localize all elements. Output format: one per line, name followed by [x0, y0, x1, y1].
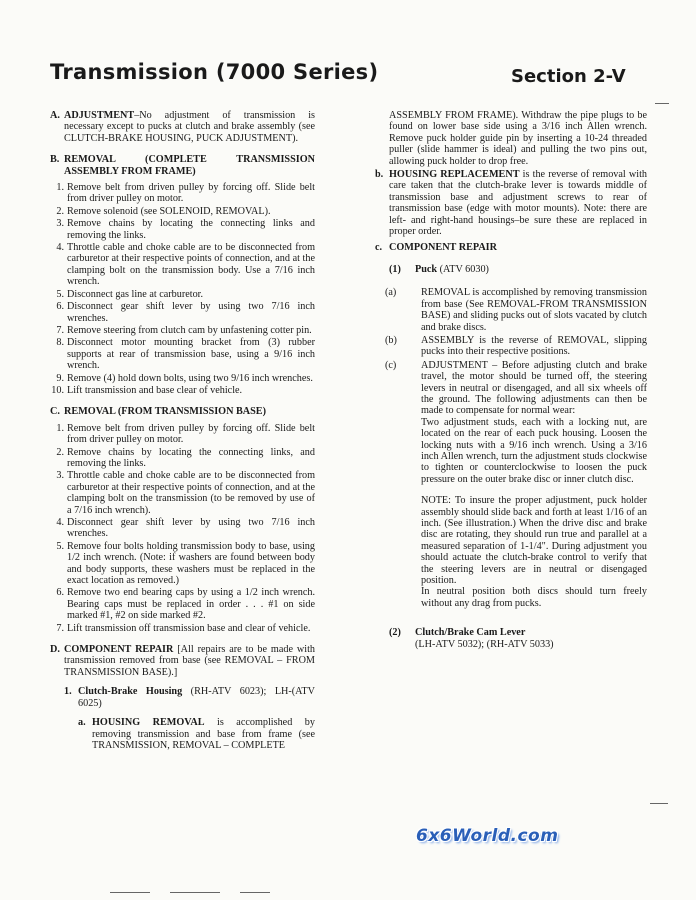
list-item-number: 1.: [56, 182, 64, 194]
cam-lever-part: (LH-ATV 5032); (RH-ATV 5033): [415, 638, 554, 650]
list-item-text: Disconnect gear shift lever by using two 7/16 inch wrenches.: [67, 301, 315, 324]
section-b: [50, 154, 315, 177]
subsection-a: [78, 717, 315, 751]
puck-adjustment-note: NOTE: To insure the proper adjustment, puck holder assembly should slide back and forth at least 1/16 of an inch. (See illustration.) When the drive disc and brake disc are rotating, they should run true and parallel at a measured separation of 1-1/4". During adjustment you should actuate the clutch-brake control to verify that the steering levers are in neutral or disengaged position.: [421, 495, 647, 587]
list-item: [50, 373, 315, 384]
puck-removal: [375, 287, 647, 333]
list-item-number: 3.: [56, 218, 64, 230]
watermark-logo: 6x6World.com: [416, 826, 559, 846]
puck-assembly-label: (b): [385, 334, 397, 346]
list-item: [50, 587, 315, 621]
list-item-text: Remove (4) hold down bolts, using two 9/16 inch wrenches.: [67, 372, 313, 384]
section-d-text: [All repairs are to be made with transmission removed from base (see REMOVAL – FROM TRANSMISSION BASE).]: [64, 644, 315, 678]
puck-part: (ATV 6030): [439, 263, 489, 275]
list-item-text: Remove belt from driven pulley by forcing off. Slide belt from driver pulley on motor.: [67, 182, 315, 205]
list-item-number: 3.: [56, 470, 64, 482]
subsection-a-heading: HOUSING REMOVAL: [92, 717, 205, 729]
section-a: [50, 110, 315, 144]
list-item-text: Lift transmission off transmission base and clear of vehicle.: [67, 622, 311, 634]
section-d-heading: COMPONENT REPAIR: [64, 644, 174, 656]
section-a-label: A.: [50, 110, 60, 121]
section-d: [50, 644, 315, 678]
subsection-1-label: 1.: [64, 686, 72, 698]
list-item-number: 4.: [56, 517, 64, 528]
list-item-text: Disconnect gas line at carburetor.: [67, 288, 204, 300]
removal-complete-steps: [50, 182, 315, 396]
list-item: [50, 242, 315, 288]
section-c-heading: REMOVAL (FROM TRANSMISSION BASE): [64, 406, 266, 418]
list-item-number: 4.: [56, 242, 64, 254]
list-item-number: 2.: [56, 205, 64, 217]
subsection-1-text: (RH-ATV 6023); LH-(ATV 6025): [78, 686, 315, 709]
section-label: Section 2-V: [511, 66, 626, 87]
section-d-label: D.: [50, 644, 60, 656]
list-item: [50, 337, 315, 371]
right-column: [375, 110, 647, 654]
subsection-1: [64, 686, 315, 709]
page-title: Transmission (7000 Series): [50, 60, 379, 84]
list-item-text: Disconnect motor mounting bracket from (3) rubber supports at rear of transmission base, using a 9/16 inch wrench.: [67, 337, 315, 372]
list-item: [50, 301, 315, 324]
subsection-b-text: is the reverse of removal with care taken that the clutch-brake lever is towards middle of transmission base and adjustment screws to rear of transmission base (edge with motor mounts). Note: there are left- and right-hand housings–be sure these are replaced in proper order.: [389, 169, 648, 238]
puck-adjustment-label: (c): [385, 359, 397, 371]
list-item-text: Lift transmission and base clear of vehicle.: [67, 384, 243, 396]
list-item-text: Throttle cable and choke cable are to be disconnected from carburetor at their respective points of connection, and at the clamping bolt on the transmission body. Use a 7/16 inch wrench.: [67, 242, 315, 288]
section-c-label: C.: [50, 406, 60, 418]
list-item-text: Remove solenoid (see SOLENOID, REMOVAL).: [67, 205, 271, 217]
list-item: [50, 517, 315, 540]
removal-base-steps: [50, 423, 315, 634]
scan-mark: [170, 892, 220, 893]
subsection-b: [375, 169, 647, 237]
list-item-text: Remove four bolts holding transmission body to base, using 1/2 inch wrench. (Note: if washers are found between body and body supports, these washers must be replaced in the exact location as removed.): [67, 540, 315, 587]
list-item-text: Remove two end bearing caps by using a 1/2 inch wrench. Bearing caps must be replaced in order . . . #1 on side marked #1, #2 on side marked #2.: [67, 587, 315, 622]
list-item-number: 1.: [56, 422, 64, 434]
cam-lever-label: (2): [389, 627, 401, 639]
subsection-c-heading: COMPONENT REPAIR: [389, 242, 498, 254]
section-a-text: –No adjustment of transmission is necessary except to pucks at clutch and brake assembly (see CLUTCH-BRAKE HOUSING, PUCK ADJUSTMENT).: [64, 110, 315, 144]
scan-mark: [240, 892, 270, 893]
list-item-text: Remove steering from clutch cam by unfastening cotter pin.: [67, 324, 312, 336]
list-item: [50, 218, 315, 241]
puck-neutral-text: In neutral position both discs should turn freely without any drag from pucks.: [421, 586, 647, 609]
list-item-text: Remove chains by locating the connecting links and removing the links.: [67, 218, 315, 241]
subsection-a-text: is accomplished by removing transmission and base from frame (see TRANSMISSION, REMOVAL – COMPLETE: [92, 717, 315, 751]
list-item-number: 10.: [51, 384, 64, 396]
subsection-a-label: a.: [78, 717, 86, 729]
cam-lever-row: [389, 627, 647, 650]
puck-heading: Puck: [415, 263, 438, 275]
list-item-text: Throttle cable and choke cable are to be disconnected from carburetor at their respective points of connection, and at the clamping bolt on the transmission (to be removed by use of a 7/16 inch wrench).: [67, 470, 315, 516]
list-item-number: 2.: [56, 446, 64, 458]
list-item: [50, 325, 315, 336]
puck-adjustment: [375, 360, 647, 610]
list-item: [50, 470, 315, 516]
list-item-number: 9.: [56, 372, 64, 384]
list-item: [50, 385, 315, 396]
list-item: [50, 206, 315, 217]
puck-assembly: [375, 335, 647, 358]
list-item: [50, 623, 315, 634]
section-b-heading: REMOVAL (COMPLETE TRANSMISSION ASSEMBLY FROM FRAME): [64, 154, 315, 177]
list-item-text: Remove belt from driven pulley by forcing off. Slide belt from driver pulley on motor.: [67, 422, 315, 446]
section-a-heading: ADJUSTMENT: [64, 110, 135, 121]
subsection-c-label: c.: [375, 242, 383, 254]
scan-mark: [110, 892, 150, 893]
list-item-text: Remove chains by locating the connecting links, and removing the links.: [67, 446, 315, 469]
list-item: [50, 447, 315, 470]
puck-adjustment-text: ADJUSTMENT – Before adjusting clutch and brake travel, the motor should be turned off, the steering levers in neutral or disengaged, and all six wheels off the ground. The following adjustments can then be made to compensate for normal wear:: [421, 359, 647, 417]
list-item-text: Disconnect gear shift lever by using two 7/16 inch wrenches.: [67, 517, 315, 540]
list-item-number: 7.: [56, 622, 64, 634]
list-item-number: 7.: [56, 324, 64, 336]
puck-removal-text: REMOVAL is accomplished by removing transmission from base (See REMOVAL-FROM TRANSMISSION BASE) and sliding pucks out of slots vacated by clutch and brake discs.: [421, 287, 647, 333]
puck-assembly-text: ASSEMBLY is the reverse of REMOVAL, slipping pucks into their respective positions.: [421, 334, 647, 358]
subsection-b-heading: HOUSING REPLACEMENT: [389, 169, 520, 181]
list-item-number: 5.: [56, 288, 64, 300]
puck-heading-row: [389, 264, 647, 275]
list-item-number: 6.: [56, 301, 64, 313]
puck-adjustment-studs: Two adjustment studs, each with a locking nut, are located on the rear of each puck housing. Loosen the locking nuts with a 9/16 inch wrench. Using a 3/16 inch Allen wrench, turn the adjustment studs clockwise to tighten or counterclockwise to loosen the puck pressure on the outer brake disc or inner clutch disc.: [421, 416, 647, 485]
section-b-label: B.: [50, 154, 60, 166]
subsection-b-label: b.: [375, 169, 384, 181]
continued-text: ASSEMBLY FROM FRAME). Withdraw the pipe plugs to be found on lower base side using a 3/16 inch Allen wrench. Remove puck holder guide pin by inserting a 10-24 threaded puller (slide hammer is ideal) and pulling the two pins out, allowing puck holder to drop free.: [389, 110, 647, 167]
scan-mark: [655, 103, 669, 104]
list-item: [50, 182, 315, 205]
list-item: [50, 289, 315, 300]
puck-label: (1): [389, 263, 401, 275]
section-c: [50, 406, 315, 417]
cam-lever-heading: Clutch/Brake Cam Lever: [415, 627, 526, 639]
left-column: [50, 110, 315, 756]
list-item-number: 5.: [56, 540, 64, 552]
list-item: [50, 541, 315, 587]
list-item: [50, 423, 315, 446]
subsection-1-heading: Clutch-Brake Housing: [78, 686, 183, 698]
puck-removal-label: (a): [385, 287, 397, 299]
list-item-number: 6.: [56, 587, 64, 599]
subsection-c: [375, 242, 647, 253]
list-item-number: 8.: [56, 337, 64, 349]
scan-mark: [650, 803, 668, 804]
